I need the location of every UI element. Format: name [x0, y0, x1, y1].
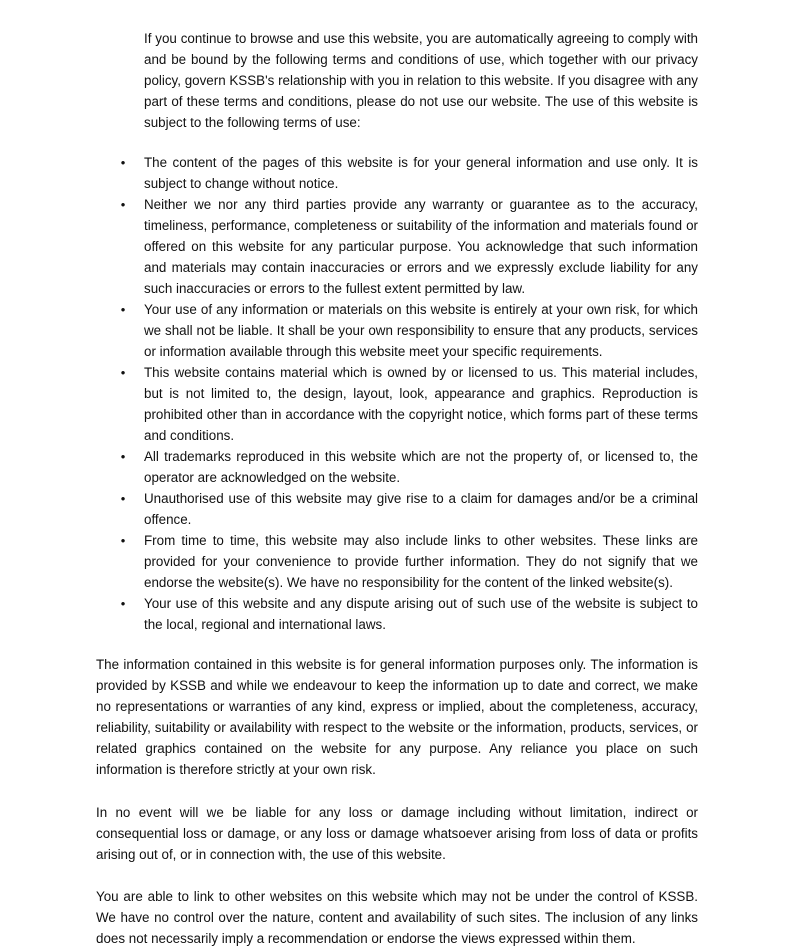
intro-paragraph: If you continue to browse and use this website, you are automatically agreeing to comply with and be bound by the following terms and conditions of use, which together with our privacy policy, govern KSSB's relationship with you in relation to this website. If you disagree with any part of these terms and conditions, please do not use our website. The use of this website is subject to the following terms of use:: [144, 31, 698, 130]
list-item: [0, 530, 698, 593]
bullet-icon: •: [120, 491, 126, 506]
list-item-text: Your use of this website and any dispute arising out of such use of the website is subject to the local, regional and international laws.: [144, 596, 698, 632]
list-item: [0, 446, 698, 488]
list-item: [0, 488, 698, 530]
list-item: [0, 152, 698, 194]
list-item: [0, 299, 698, 362]
list-item: [0, 194, 698, 299]
list-item-text: All trademarks reproduced in this website which are not the property of, or licensed to, the operator are acknowledged on the website.: [144, 449, 698, 485]
list-item-text: Unauthorised use of this website may give rise to a claim for damages and/or be a criminal offence.: [144, 491, 698, 527]
list-item-text: Your use of any information or materials on this website is entirely at your own risk, for which we shall not be liable. It shall be your own responsibility to ensure that any products, services or information available through this website meet your specific requirements.: [144, 302, 698, 359]
bullet-icon: •: [120, 596, 126, 611]
bullet-icon: •: [120, 449, 126, 464]
list-item-text: From time to time, this website may also include links to other websites. These links are provided for your convenience to provide further information. They do not signify that we endorse the website(s). We have no responsibility for the content of the linked website(s).: [144, 533, 698, 590]
bullet-icon: •: [120, 155, 126, 170]
list-item: [0, 593, 698, 635]
bullet-icon: •: [120, 533, 126, 548]
list-item: [0, 362, 698, 446]
terms-list: [0, 152, 794, 635]
disclaimer-paragraph: The information contained in this website is for general information purposes only. The information is provided by KSSB and while we endeavour to keep the information up to date and correct, we make no representations or warranties of any kind, express or implied, about the completeness, accuracy, reliability, suitability or availability with respect to the website or the information, products, services, or related graphics contained on the website for any purpose. Any reliance you place on such information is therefore strictly at your own risk.: [96, 657, 698, 777]
list-item-text: This website contains material which is owned by or licensed to us. This material includes, but is not limited to, the design, layout, look, appearance and graphics. Reproduction is prohibited other than in accordance with the copyright notice, which forms part of these terms and conditions.: [144, 365, 698, 443]
list-item-text: The content of the pages of this website is for your general information and use only. It is subject to change without notice.: [144, 155, 698, 191]
bullet-icon: •: [120, 197, 126, 212]
liability-paragraph: In no event will we be liable for any loss or damage including without limitation, indirect or consequential loss or damage, or any loss or damage whatsoever arising from loss of data or profits arising out of, or in connection with, the use of this website.: [96, 805, 698, 862]
bullet-icon: •: [120, 365, 126, 380]
bullet-icon: •: [120, 302, 126, 317]
external-links-paragraph: You are able to link to other websites on this website which may not be under the control of KSSB. We have no control over the nature, content and availability of such sites. The inclusion of any links does not necessarily imply a recommendation or endorse the views expressed within them.: [96, 889, 698, 946]
list-item-text: Neither we nor any third parties provide any warranty or guarantee as to the accuracy, timeliness, performance, completeness or suitability of the information and materials found or offered on this website for any particular purpose. You acknowledge that such information and materials may contain inaccuracies or errors and we expressly exclude liability for any such inaccuracies or errors to the fullest extent permitted by law.: [144, 197, 698, 296]
